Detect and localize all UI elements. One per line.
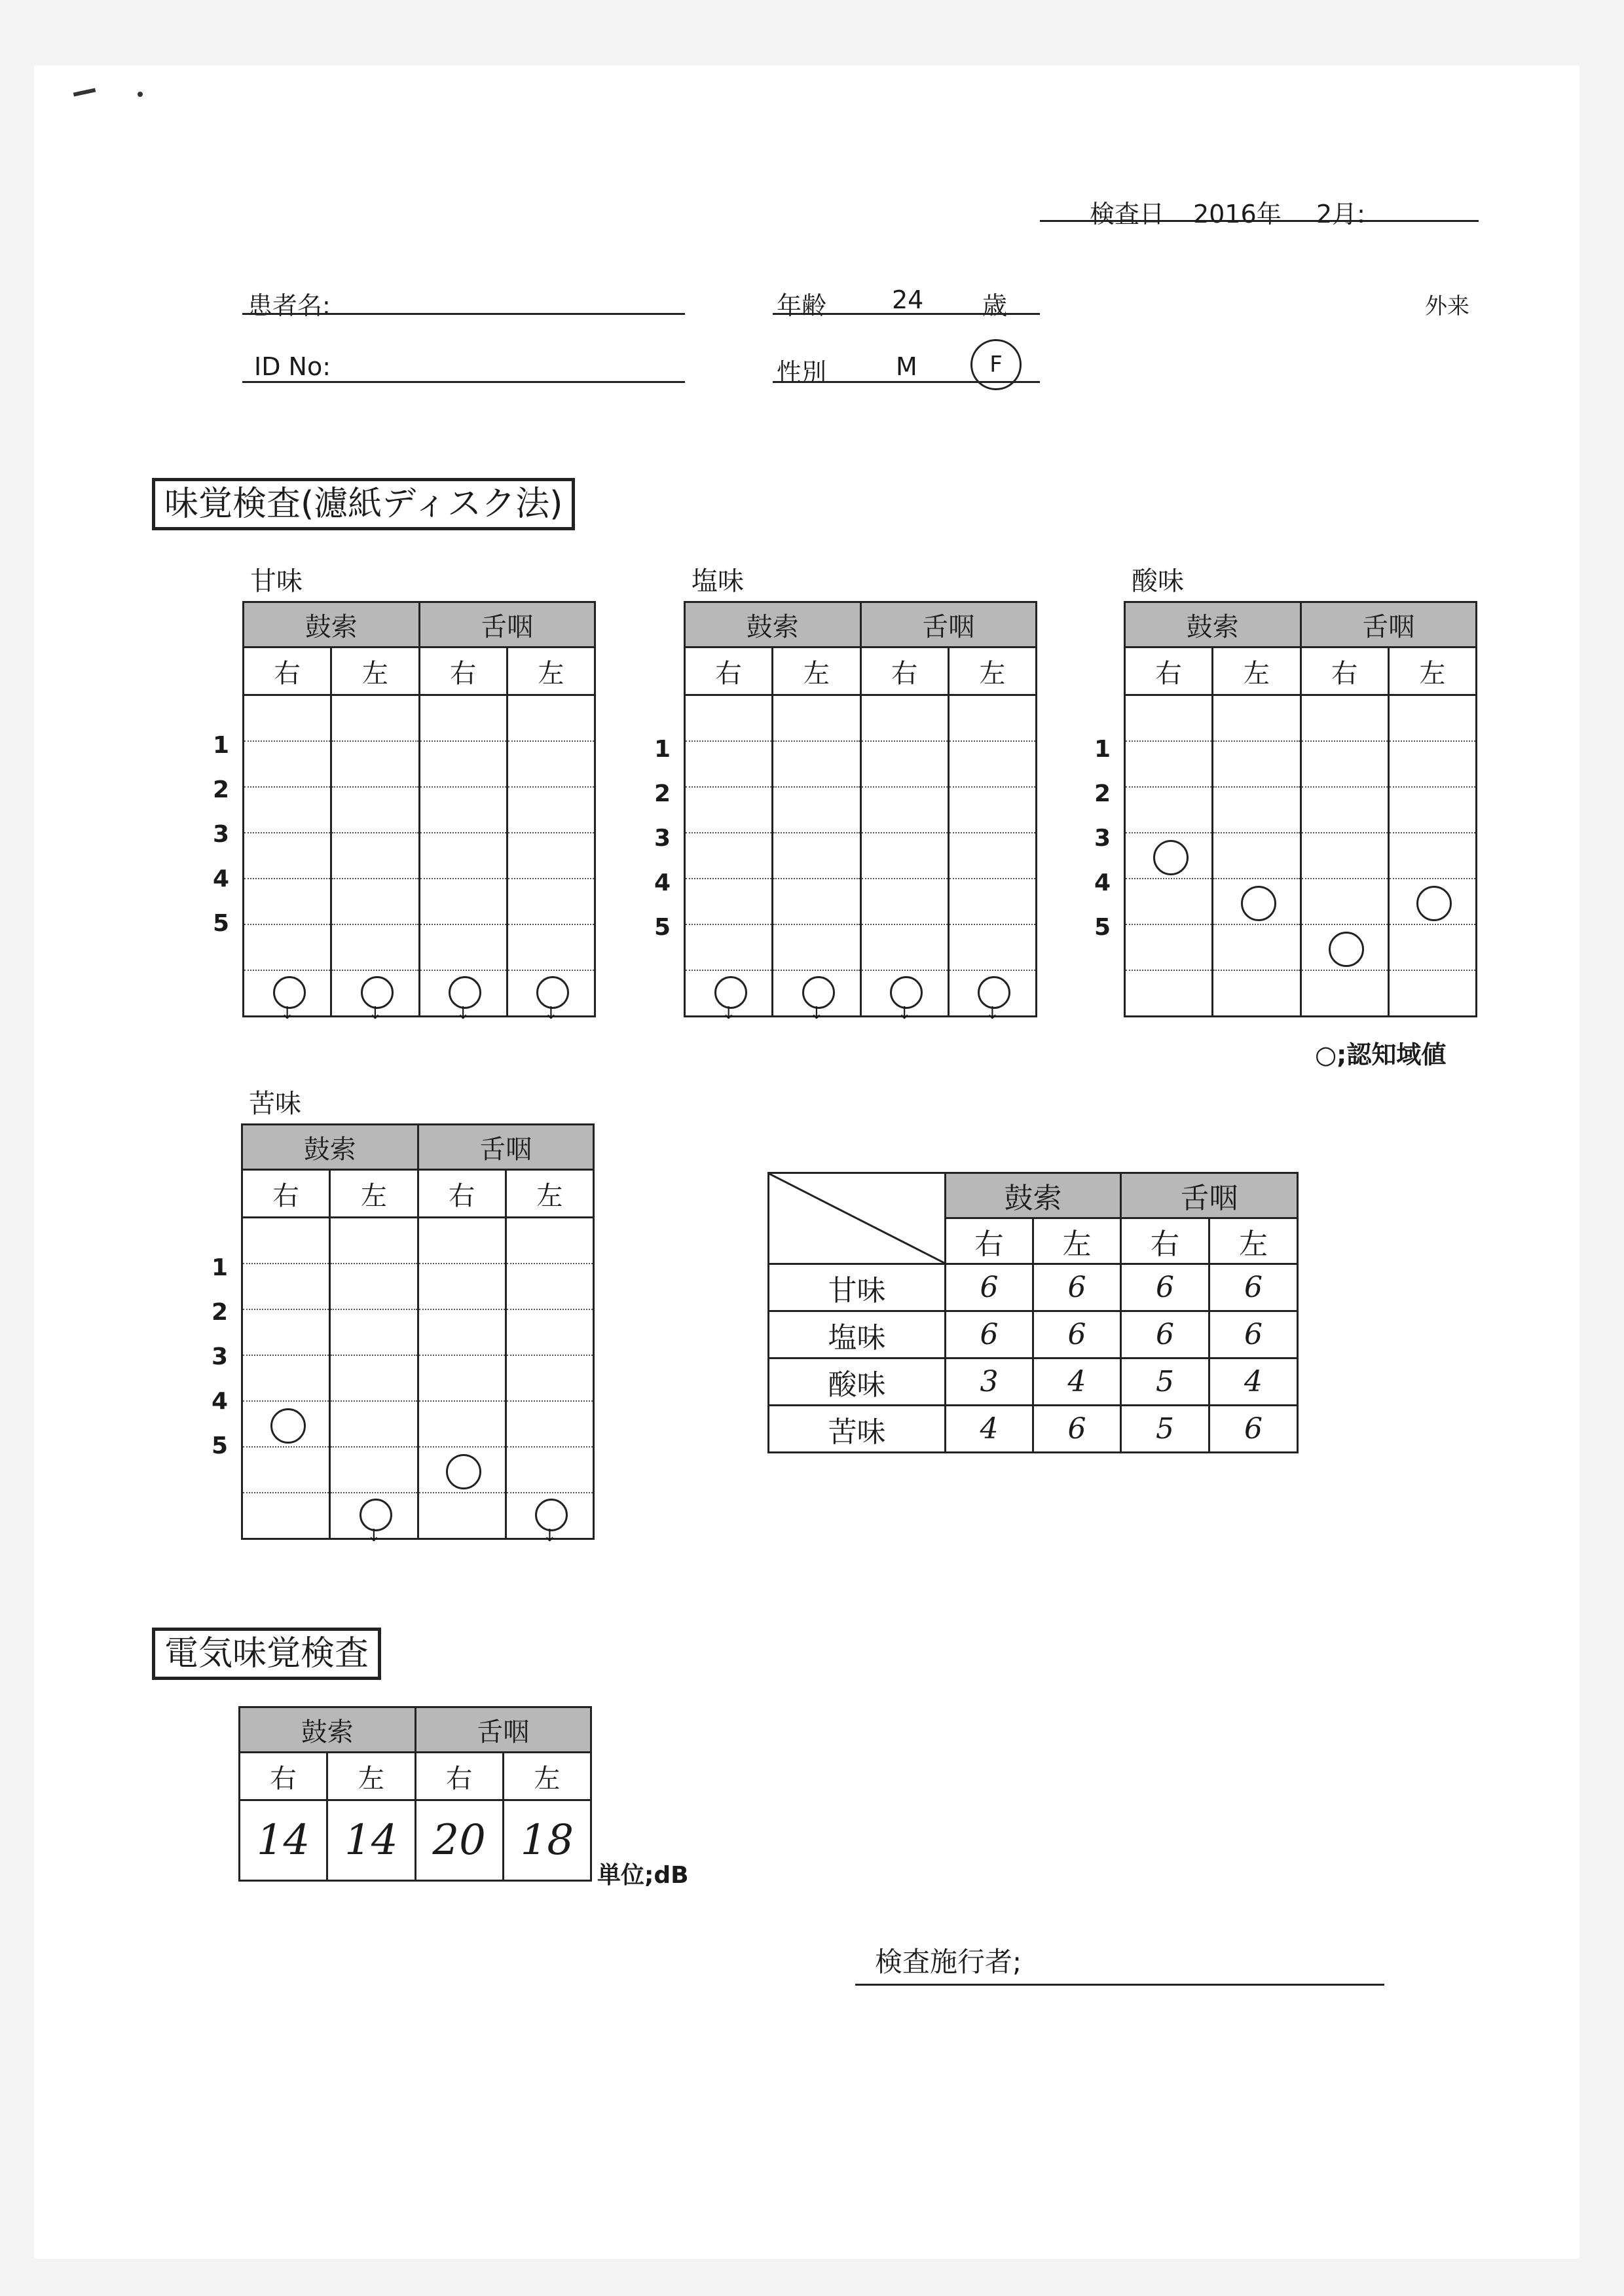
grid-cell (331, 924, 419, 970)
grid-cell (507, 924, 595, 970)
age-label: 年齢 (777, 291, 827, 320)
grid-cell (330, 1218, 418, 1264)
down-arrow-icon: ↓ (985, 1004, 1000, 1023)
electro-value: 14 (240, 1800, 327, 1881)
side-right: 右 (415, 1753, 503, 1800)
grid-cell (242, 1447, 330, 1493)
grid-table (1124, 601, 1477, 1017)
row-label: 塩味 (769, 1311, 946, 1358)
grid-cell (1213, 879, 1301, 924)
col-group-glosso: 舌咽 (418, 1125, 594, 1170)
grid-cell (244, 695, 331, 742)
electro-value: 18 (503, 1800, 591, 1881)
grid-cell (244, 833, 331, 879)
grid-cell (418, 1355, 506, 1401)
grid-cell (1388, 924, 1476, 970)
down-arrow-icon: ↓ (809, 1004, 824, 1023)
grid-cell (1301, 741, 1388, 787)
electro-test-title: 電気味覚検査 (152, 1628, 381, 1680)
grid-cell (418, 1493, 506, 1539)
row-label: 2 (212, 776, 229, 803)
down-arrow-icon: ↓ (456, 1004, 471, 1023)
electro-unit: 単位;dB (597, 1862, 689, 1889)
threshold-circle (1416, 886, 1452, 921)
grid-cell (860, 833, 948, 879)
grid-cell (418, 1264, 506, 1309)
grid-cell (506, 1218, 593, 1264)
grid-cell (1301, 924, 1388, 970)
threshold-circle (1241, 886, 1276, 921)
row-label: 3 (211, 1343, 228, 1370)
value-cell: 4 (946, 1406, 1033, 1453)
grid-cell (1125, 833, 1213, 879)
grid-cell (1301, 833, 1388, 879)
threshold-circle (1153, 840, 1189, 875)
examiner-field[interactable] (855, 1984, 1384, 1986)
grid-cell (244, 879, 331, 924)
grid-bitter (211, 1089, 634, 1546)
patient-name-field[interactable] (242, 313, 685, 315)
grid-cell (331, 970, 419, 1023)
down-arrow-icon: ↓ (367, 1004, 382, 1023)
grid-cell (685, 879, 773, 924)
row-label: 5 (654, 914, 671, 941)
grid-cell (244, 924, 331, 970)
scan-mark (138, 92, 143, 97)
exam-date-year: 2016年 (1193, 200, 1282, 228)
grid-cell (1388, 833, 1476, 879)
diagonal-corner (769, 1173, 946, 1264)
grid-salty (654, 566, 1077, 1023)
grid-cell (242, 1218, 330, 1264)
side-left: 左 (330, 1170, 418, 1218)
row-label: 5 (212, 910, 229, 937)
department: 外来 (1425, 293, 1469, 319)
grid-cell (1213, 787, 1301, 833)
grid-title: 甘味 (250, 566, 303, 596)
grid-cell (418, 1218, 506, 1264)
grid-table (241, 1123, 595, 1546)
grid-table (242, 601, 596, 1023)
down-arrow-icon: ↓ (366, 1526, 381, 1546)
sex-m: M (896, 352, 917, 381)
col-group-chorda: 鼓索 (242, 1125, 418, 1170)
grid-cell (860, 879, 948, 924)
grid-cell (507, 833, 595, 879)
side-right: 右 (946, 1218, 1033, 1264)
col-group-chorda: 鼓索 (685, 602, 861, 647)
row-label: 4 (211, 1388, 228, 1415)
electro-value: 14 (327, 1800, 415, 1881)
grid-cell (1213, 833, 1301, 879)
down-arrow-icon: ↓ (544, 1004, 559, 1023)
row-label: 5 (211, 1432, 228, 1459)
row-label: 1 (211, 1254, 228, 1281)
grid-cell (1301, 695, 1388, 742)
side-left: 左 (503, 1753, 591, 1800)
side-left: 左 (1209, 1218, 1298, 1264)
grid-title: 塩味 (692, 566, 744, 596)
grid-cell (1125, 970, 1213, 1017)
grid-cell (419, 741, 507, 787)
side-left: 左 (331, 647, 419, 695)
electro-table (238, 1706, 592, 1882)
diagonal-line (769, 1174, 944, 1263)
col-group-glosso: 舌咽 (1301, 602, 1477, 647)
grid-cell (948, 879, 1036, 924)
threshold-circle (446, 1454, 481, 1489)
row-label: 1 (1094, 736, 1111, 763)
grid-cell (331, 833, 419, 879)
grid-cell (244, 787, 331, 833)
value-cell: 5 (1121, 1406, 1209, 1453)
side-left: 左 (507, 647, 595, 695)
col-group-glosso: 舌咽 (1121, 1173, 1298, 1218)
grid-cell (948, 741, 1036, 787)
side-left: 左 (773, 647, 860, 695)
grid-cell (773, 695, 860, 742)
age-underline (773, 313, 1040, 315)
col-group-chorda: 鼓索 (946, 1173, 1121, 1218)
exam-date-label: 検査日 (1090, 200, 1165, 228)
grid-cell (685, 924, 773, 970)
sex-label: 性別 (777, 358, 827, 387)
row-label: 苦味 (769, 1406, 946, 1453)
side-right: 右 (418, 1170, 506, 1218)
value-cell: 6 (1209, 1311, 1298, 1358)
col-group-chorda: 鼓索 (240, 1707, 416, 1753)
threshold-circle (1329, 932, 1364, 967)
value-cell: 6 (1121, 1311, 1209, 1358)
grid-cell (773, 879, 860, 924)
side-left: 左 (1033, 1218, 1121, 1264)
grid-cell (773, 924, 860, 970)
grid-cell (507, 879, 595, 924)
grid-cell (507, 787, 595, 833)
summary-table (767, 1172, 1299, 1453)
grid-cell (1388, 879, 1476, 924)
row-label: 4 (212, 866, 229, 892)
grid-cell (1125, 924, 1213, 970)
col-group-glosso: 舌咽 (415, 1707, 591, 1753)
grid-cell (860, 695, 948, 742)
value-cell: 6 (1121, 1264, 1209, 1311)
value-cell: 4 (1209, 1358, 1298, 1406)
grid-cell (1301, 879, 1388, 924)
grid-cell (419, 970, 507, 1023)
age-unit: 歳 (982, 291, 1008, 320)
row-label: 3 (212, 821, 229, 848)
grid-cell (1388, 970, 1476, 1017)
col-group-chorda: 鼓索 (1125, 602, 1301, 647)
disk-test-title: 味覚検査(濾紙ディスク法) (152, 478, 575, 530)
electro-value: 20 (415, 1800, 503, 1881)
grid-cell (419, 695, 507, 742)
grid-cell (1301, 787, 1388, 833)
grid-cell (685, 695, 773, 742)
side-right: 右 (242, 1170, 330, 1218)
grid-cell (1213, 741, 1301, 787)
down-arrow-icon: ↓ (721, 1004, 736, 1023)
exam-date-underline (1040, 220, 1479, 222)
grid-cell (506, 1309, 593, 1355)
grid-cell (773, 970, 860, 1023)
grid-cell (507, 970, 595, 1023)
grid-cell (860, 787, 948, 833)
id-label: ID No: (254, 352, 331, 381)
grid-cell (419, 924, 507, 970)
value-cell: 6 (946, 1264, 1033, 1311)
value-cell: 6 (946, 1311, 1033, 1358)
value-cell: 6 (1033, 1406, 1121, 1453)
grid-cell (244, 741, 331, 787)
exam-date-month: 2月: (1316, 200, 1365, 228)
id-field[interactable] (242, 381, 685, 383)
grid-cell (330, 1355, 418, 1401)
down-arrow-icon: ↓ (897, 1004, 912, 1023)
grid-cell (331, 741, 419, 787)
grid-sweet (212, 566, 635, 1023)
grid-title: 苦味 (249, 1089, 301, 1119)
grid-cell (242, 1309, 330, 1355)
down-arrow-icon: ↓ (280, 1004, 295, 1023)
grid-cell (419, 787, 507, 833)
side-right: 右 (1301, 647, 1388, 695)
row-label: 4 (654, 869, 671, 896)
patient-name-label: 患者名: (248, 291, 331, 320)
grid-title: 酸味 (1132, 566, 1184, 596)
grid-cell (330, 1493, 418, 1546)
threshold-circle (270, 1408, 306, 1444)
row-label: 2 (211, 1299, 228, 1326)
row-label: 3 (1094, 825, 1111, 852)
value-cell: 4 (1033, 1358, 1121, 1406)
row-label: 5 (1094, 914, 1111, 941)
grid-cell (244, 970, 331, 1023)
legend-threshold: ○;認知域値 (1315, 1040, 1447, 1069)
row-label: 2 (1094, 780, 1111, 807)
grid-cell (507, 741, 595, 787)
grid-cell (242, 1355, 330, 1401)
row-label: 4 (1094, 869, 1111, 896)
row-label: 1 (212, 732, 229, 759)
grid-cell (860, 970, 948, 1023)
grid-cell (948, 924, 1036, 970)
grid-cell (1213, 695, 1301, 742)
grid-cell (685, 787, 773, 833)
value-cell: 6 (1209, 1406, 1298, 1453)
grid-cell (773, 787, 860, 833)
grid-cell (419, 833, 507, 879)
grid-cell (506, 1264, 593, 1309)
side-left: 左 (1213, 647, 1301, 695)
grid-cell (1125, 695, 1213, 742)
value-cell: 6 (1033, 1311, 1121, 1358)
side-left: 左 (327, 1753, 415, 1800)
grid-cell (685, 970, 773, 1023)
grid-cell (419, 879, 507, 924)
grid-cell (506, 1493, 593, 1546)
grid-cell (330, 1401, 418, 1447)
grid-cell (418, 1401, 506, 1447)
age-value: 24 (892, 285, 924, 314)
side-right: 右 (1121, 1218, 1209, 1264)
grid-cell (506, 1447, 593, 1493)
grid-cell (1388, 741, 1476, 787)
side-right: 右 (419, 647, 507, 695)
grid-cell (948, 787, 1036, 833)
grid-cell (507, 695, 595, 742)
grid-cell (506, 1401, 593, 1447)
grid-cell (1213, 970, 1301, 1017)
grid-cell (242, 1264, 330, 1309)
side-left: 左 (506, 1170, 593, 1218)
side-right: 右 (860, 647, 948, 695)
grid-cell (948, 833, 1036, 879)
grid-cell (948, 970, 1036, 1023)
side-left: 左 (1388, 647, 1476, 695)
grid-cell (1213, 924, 1301, 970)
grid-cell (506, 1355, 593, 1401)
value-cell: 3 (946, 1358, 1033, 1406)
grid-cell (331, 787, 419, 833)
grid-cell (242, 1401, 330, 1447)
sex-underline (773, 381, 1040, 383)
value-cell: 6 (1209, 1264, 1298, 1311)
sex-f: F (989, 352, 1003, 378)
examiner-label: 検査施行者; (875, 1946, 1022, 1978)
grid-cell (1125, 879, 1213, 924)
grid-cell (331, 879, 419, 924)
row-label: 1 (654, 736, 671, 763)
side-right: 右 (244, 647, 331, 695)
side-right: 右 (240, 1753, 327, 1800)
grid-cell (330, 1309, 418, 1355)
grid-cell (1301, 970, 1388, 1017)
grid-cell (948, 695, 1036, 742)
down-arrow-icon: ↓ (542, 1526, 557, 1546)
grid-cell (685, 741, 773, 787)
grid-cell (330, 1447, 418, 1493)
grid-cell (1388, 695, 1476, 742)
grid-cell (331, 695, 419, 742)
grid-cell (330, 1264, 418, 1309)
value-cell: 5 (1121, 1358, 1209, 1406)
grid-cell (242, 1493, 330, 1539)
col-group-glosso: 舌咽 (860, 602, 1037, 647)
grid-cell (860, 741, 948, 787)
col-group-chorda: 鼓索 (244, 602, 420, 647)
grid-cell (418, 1309, 506, 1355)
grid-cell (1125, 741, 1213, 787)
side-left: 左 (948, 647, 1036, 695)
row-label: 酸味 (769, 1358, 946, 1406)
grid-cell (860, 924, 948, 970)
grid-cell (773, 833, 860, 879)
row-label: 3 (654, 825, 671, 852)
row-label: 2 (654, 780, 671, 807)
row-label: 甘味 (769, 1264, 946, 1311)
value-cell: 6 (1033, 1264, 1121, 1311)
side-right: 右 (1125, 647, 1213, 695)
col-group-glosso: 舌咽 (419, 602, 595, 647)
grid-table (684, 601, 1037, 1023)
grid-cell (1125, 787, 1213, 833)
side-right: 右 (685, 647, 773, 695)
grid-cell (773, 741, 860, 787)
grid-cell (1388, 787, 1476, 833)
grid-cell (418, 1447, 506, 1493)
grid-cell (685, 833, 773, 879)
grid-sour (1094, 566, 1517, 1017)
